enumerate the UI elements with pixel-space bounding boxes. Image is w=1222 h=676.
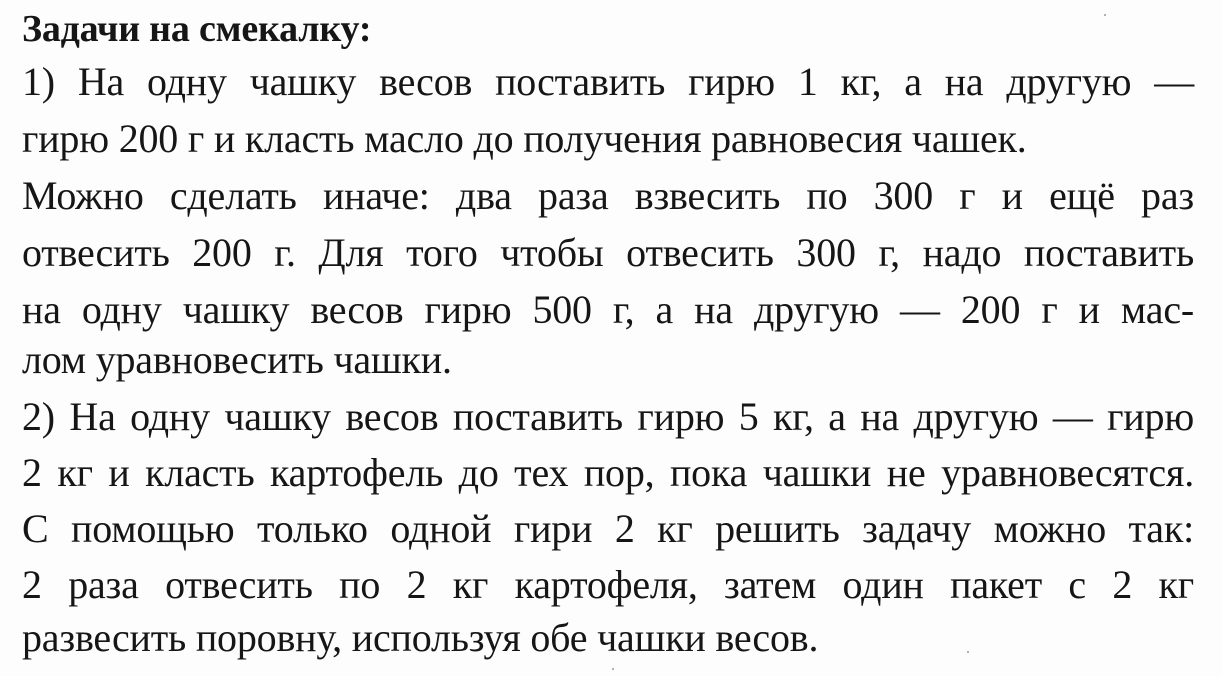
- scan-speck: [612, 668, 614, 670]
- text-line-11: развесить поровну, используя обе чашки весов.: [22, 615, 819, 660]
- text-line-10: 2 раза отвесить по 2 кг картофеля, затем один пакет с 2 кг: [22, 562, 1194, 607]
- text-line-6: лом уравновесить чашки.: [22, 337, 452, 382]
- text-line-1: 1) На одну чашку весов поставить гирю 1 кг, а на другую —: [22, 59, 1194, 104]
- text-line-2: гирю 200 г и класть масло до получения равновесия чашек.: [22, 116, 1027, 161]
- text-line-4: отвесить 200 г. Для того чтобы отвесить 300 г, надо поставить: [22, 230, 1194, 275]
- text-line-9: С помощью только одной гири 2 кг решить задачу можно так:: [22, 506, 1194, 551]
- document-heading: Задачи на смекалку:: [22, 8, 372, 50]
- text-line-3: Можно сделать иначе: два раза взвесить по 300 г и ещё раз: [22, 173, 1194, 218]
- text-line-8: 2 кг и класть картофель до тех пор, пока чашки не уравновесятся.: [22, 450, 1194, 495]
- text-line-7: 2) На одну чашку весов поставить гирю 5 кг, а на другую — гирю: [22, 394, 1194, 439]
- text-line-5: на одну чашку весов гирю 500 г, а на другую — 200 г и мас-: [22, 287, 1194, 332]
- scan-speck: [1104, 14, 1106, 16]
- scan-speck: [967, 651, 969, 653]
